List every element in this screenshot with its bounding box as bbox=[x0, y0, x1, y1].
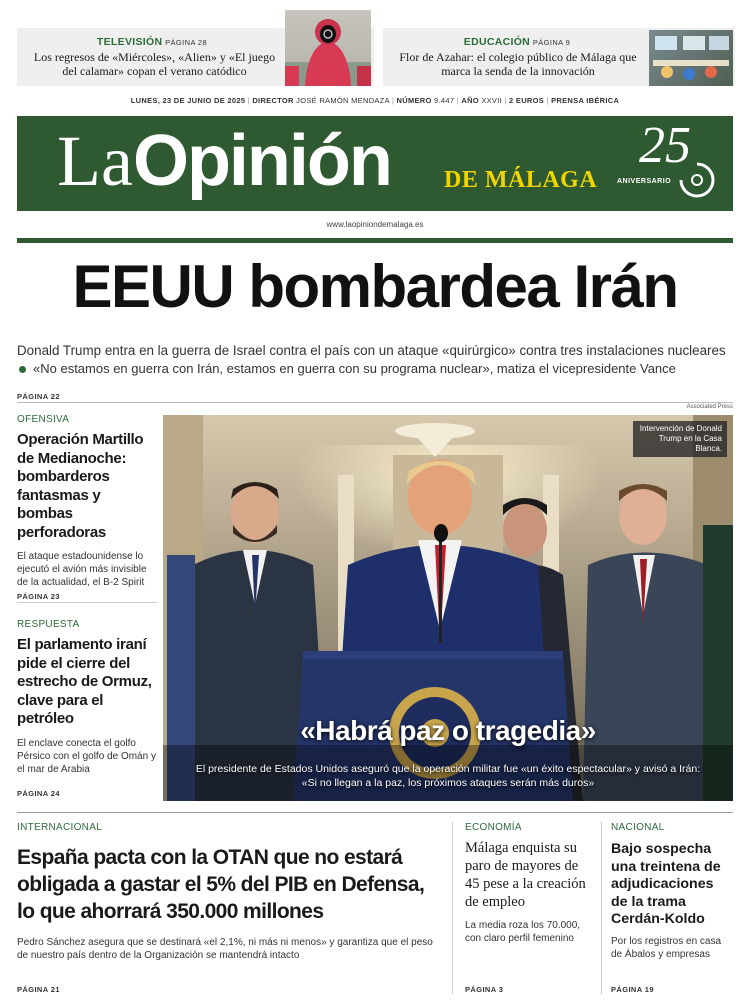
teaser-left-text: Los regresos de «Miércoles», «Alien» y «El juego del calamar» copan el verano catódico bbox=[33, 50, 276, 78]
economia-title: Málaga enquista su paro de mayores de 45 pese a la creación de empleo bbox=[465, 840, 586, 910]
info-bar: LUNES, 23 DE JUNIO DE 2025 | DIRECTOR JOSÉ RAMÓN MENDAZA | NÚMERO 9.447 | AÑO XXVII | 2 EUROS | PRENSA IBÉRICA bbox=[130, 96, 620, 105]
sidebar-1-title: Operación Martillo de Medianoche: bombarderos fantasmas y bombas perforadoras bbox=[17, 431, 144, 541]
bottom-nacional[interactable] bbox=[611, 822, 733, 961]
sidebar-1-page: PÁGINA 23 bbox=[17, 592, 60, 601]
anniversary-label: ANIVERSARIO bbox=[617, 178, 672, 185]
publisher-group: PRENSA IBÉRICA bbox=[551, 96, 620, 105]
masthead-title bbox=[57, 119, 391, 203]
economia-page: PÁGINA 3 bbox=[465, 985, 504, 994]
internacional-title: España pacta con la OTAN que no estará obligada a gastar el 5% del PIB en Defensa, lo que ahorrará 350.000 millones bbox=[17, 846, 425, 923]
anniversary-logo bbox=[617, 117, 727, 206]
economia-summary: La media roza los 70.000, con claro perfil femenino bbox=[465, 920, 581, 944]
website-url[interactable]: www.laopiniondemalaga.es bbox=[326, 220, 424, 229]
issue-year: XXVII bbox=[481, 96, 503, 105]
teaser-left-page: PÁGINA 28 bbox=[165, 38, 208, 47]
lead-headline[interactable]: EEUU bombardea Irán bbox=[72, 253, 678, 320]
number-label: NÚMERO bbox=[396, 96, 432, 105]
sidebar-story-2[interactable] bbox=[17, 619, 157, 776]
nacional-section: NACIONAL bbox=[611, 822, 665, 833]
sidebar-1-summary: El ataque estadounidense lo ejecutó el avión más invisible de la actualidad, el B-2 Spirit bbox=[17, 551, 147, 588]
teaser-right-section: EDUCACIÓN bbox=[463, 36, 531, 48]
anniversary-number: 25 bbox=[639, 117, 691, 174]
photo-credit: Associated Press bbox=[686, 404, 733, 410]
sidebar-story-1[interactable] bbox=[17, 414, 157, 589]
nacional-page: PÁGINA 19 bbox=[611, 985, 654, 994]
issue-number: 9.447 bbox=[434, 96, 455, 105]
nacional-summary: Por los registros en casa de Ábalos y empresas bbox=[611, 935, 722, 960]
anniversary-swirl-icon bbox=[675, 158, 719, 202]
teaser-left[interactable] bbox=[17, 28, 374, 86]
teaser-right-text: Flor de Azahar: el colegio público de Málaga que marca la senda de la innovación bbox=[399, 50, 637, 78]
teaser-right-page: PÁGINA 9 bbox=[532, 38, 571, 47]
sidebar-2-summary: El enclave conecta el golfo Pérsico con el golfo de Omán y el mar de Arabia bbox=[17, 737, 156, 775]
sidebar-2-page: PÁGINA 24 bbox=[17, 789, 60, 798]
director-name: JOSÉ RAMÓN MENDAZA bbox=[296, 96, 390, 105]
year-label: AÑO bbox=[461, 96, 479, 105]
price: 2 EUROS bbox=[509, 96, 545, 105]
photo-quote: «Habrá paz o tragedia» bbox=[300, 715, 596, 746]
masthead-opinion: Opinión bbox=[132, 121, 391, 201]
director-label: DIRECTOR bbox=[252, 96, 294, 105]
lead-deck: Donald Trump entra en la guerra de Israel contra el país con un ataque «quirúrgico» contra tres instalaciones nucleares bbox=[17, 343, 726, 358]
masthead-la: La bbox=[57, 121, 133, 201]
issue-date: LUNES, 23 DE JUNIO DE 2025 bbox=[130, 96, 246, 105]
economia-section: ECONOMÍA bbox=[465, 822, 522, 833]
teaser-left-image bbox=[285, 10, 371, 86]
bottom-economia[interactable] bbox=[465, 822, 593, 945]
nacional-title: Bajo sospecha una treintena de adjudicaciones de la trama Cerdán-Koldo bbox=[611, 841, 721, 927]
sidebar-1-section: OFENSIVA bbox=[17, 414, 70, 425]
internacional-section: INTERNACIONAL bbox=[17, 822, 103, 833]
internacional-page: PÁGINA 21 bbox=[17, 985, 60, 994]
lead-bullet bbox=[19, 366, 26, 373]
photo-caption: El presidente de Estados Unidos aseguró que la operación militar fue «un éxito espectacular» y avisó a Irán: «Si no llegan a la paz, los próximos ataques serán más duros» bbox=[195, 763, 701, 789]
bottom-internacional[interactable] bbox=[17, 822, 442, 962]
teaser-right[interactable] bbox=[383, 28, 735, 86]
lead-deck-2: «No estamos en guerra con Irán, estamos en guerra con su programa nuclear», matiza el vicepresidente Vance bbox=[33, 361, 676, 376]
internacional-summary: Pedro Sánchez asegura que se destinará «el 2,1%, ni más ni menos» y garantiza que el peso de nuestro país dentro de la Organización se mantendrá intacto bbox=[17, 937, 433, 961]
column-divider bbox=[452, 822, 453, 994]
teaser-right-image bbox=[649, 30, 733, 86]
masthead-subtitle: DE MÁLAGA bbox=[444, 167, 598, 193]
sidebar-2-title: El parlamento iraní pide el cierre del estrecho de Ormuz, clave para el petróleo bbox=[17, 636, 152, 727]
photo-caption-box: Intervención de Donald Trump en la Casa Blanca. bbox=[633, 421, 727, 457]
lead-photo[interactable] bbox=[163, 415, 733, 801]
lead-page: PÁGINA 22 bbox=[17, 392, 60, 401]
teaser-left-section: TELEVISIÓN bbox=[96, 36, 163, 48]
masthead[interactable] bbox=[17, 116, 733, 211]
sidebar-2-section: RESPUESTA bbox=[17, 619, 80, 630]
column-divider-2 bbox=[601, 822, 602, 994]
masthead-underline bbox=[17, 238, 733, 243]
